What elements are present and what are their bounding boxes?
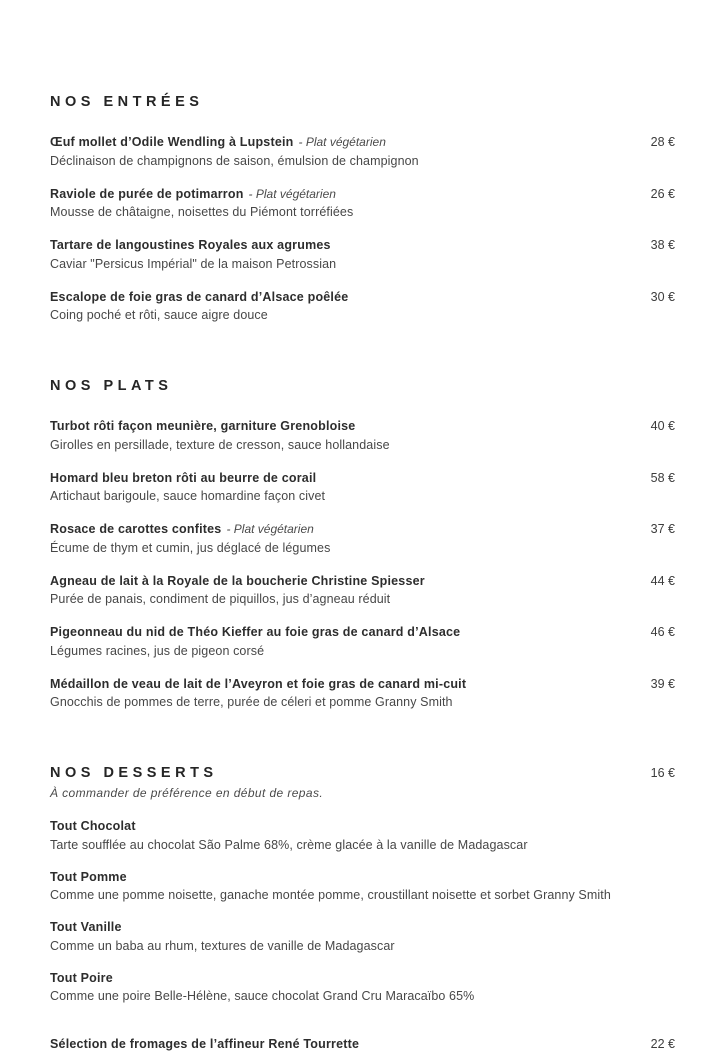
menu-item	[50, 623, 675, 658]
item-name: Tout Pomme	[50, 869, 127, 884]
item-price: 58 €	[650, 470, 675, 485]
item-description: Caviar "Persicus Impérial" de la maison Petrossian	[50, 256, 337, 271]
item-title-line	[50, 969, 113, 987]
item-name: Sélection de fromages de l’affineur René Tourrette	[50, 1037, 360, 1051]
item-title-line	[50, 469, 316, 487]
item-top	[50, 868, 675, 886]
item-description: Coing poché et rôti, sauce aigre douce	[50, 308, 268, 322]
item-description: Comme une pomme noisette, ganache montée pomme, croustillant noisette et sorbet Granny Smith	[50, 888, 611, 902]
section-heading-row	[50, 94, 675, 110]
item-tag: - Plat végétarien	[298, 135, 386, 149]
item-title-line	[50, 623, 460, 641]
item-top	[50, 969, 675, 987]
item-top	[50, 623, 675, 641]
item-top	[50, 817, 675, 835]
item-top	[50, 469, 675, 487]
item-price: 28 €	[650, 135, 675, 149]
item-name: Tout Chocolat	[50, 819, 136, 833]
menu-item	[50, 288, 675, 323]
item-name: Rosace de carottes confites	[50, 522, 222, 536]
menu-item	[50, 572, 675, 607]
item-top	[50, 288, 675, 306]
item-top	[50, 236, 675, 254]
menu-item	[50, 675, 675, 710]
section-price: 16 €	[650, 766, 675, 780]
section-heading: NOS PLATS	[50, 378, 173, 394]
item-description: Comme un baba au rhum, textures de vanille de Madagascar	[50, 938, 395, 953]
section-items	[50, 133, 675, 322]
item-price: 44 €	[650, 573, 675, 588]
item-description: Purée de panais, condiment de piquillos, jus d’agneau réduit	[50, 592, 391, 606]
item-price: 22 €	[650, 1037, 675, 1051]
item-price: 30 €	[650, 289, 675, 304]
item-tag: - Plat végétarien	[226, 522, 314, 536]
menu-item	[50, 520, 675, 555]
item-price: 39 €	[650, 676, 675, 691]
section-note: À commander de préférence en début de repas.	[50, 786, 324, 800]
item-name: Tout Vanille	[50, 920, 122, 934]
item-title-line	[50, 868, 127, 886]
menu-item	[50, 236, 675, 271]
item-title-line	[50, 417, 355, 435]
section-plats	[50, 378, 675, 709]
item-price: 46 €	[650, 625, 675, 639]
item-title-line	[50, 520, 314, 538]
section-heading: NOS DESSERTS	[50, 765, 218, 781]
item-name: Tout Poire	[50, 970, 113, 985]
item-top	[50, 520, 675, 538]
section-items	[50, 417, 675, 709]
menu-item	[50, 469, 675, 504]
item-description: Gnocchis de pommes de terre, purée de céleri et pomme Granny Smith	[50, 695, 453, 709]
item-description: Artichaut barigoule, sauce homardine façon civet	[50, 489, 326, 503]
item-title-line	[50, 236, 331, 254]
item-name: Pigeonneau du nid de Théo Kieffer au foie gras de canard d’Alsace	[50, 625, 461, 639]
item-description: Mousse de châtaigne, noisettes du Piémont torréfiées	[50, 205, 354, 219]
item-title-line	[50, 185, 336, 203]
section-items	[50, 817, 675, 1003]
menu-item	[50, 918, 675, 953]
menu-item	[50, 868, 675, 903]
item-description: Légumes racines, jus de pigeon corsé	[50, 643, 265, 658]
section-heading-row	[50, 765, 675, 781]
item-title-line	[50, 817, 136, 835]
item-top	[50, 572, 675, 590]
item-top	[50, 133, 675, 151]
item-title-line	[50, 572, 425, 590]
section-heading: NOS ENTRÉES	[50, 94, 204, 110]
item-title-line	[50, 288, 348, 306]
item-price: 40 €	[650, 419, 675, 433]
item-description: Déclinaison de champignons de saison, émulsion de champignon	[50, 153, 419, 168]
menu-item	[50, 185, 675, 220]
item-top	[50, 675, 675, 693]
item-name: Œuf mollet d’Odile Wendling à Lupstein	[50, 135, 294, 149]
item-name: Médaillon de veau de lait de l’Aveyron et foie gras de canard mi-cuit	[50, 676, 467, 691]
item-name: Tartare de langoustines Royales aux agrumes	[50, 238, 331, 252]
item-description: Comme une poire Belle-Hélène, sauce chocolat Grand Cru Maracaïbo 65%	[50, 989, 475, 1003]
menu-item	[50, 817, 675, 852]
item-top	[50, 417, 675, 435]
item-title-line	[50, 675, 466, 693]
item-name: Homard bleu breton rôti au beurre de corail	[50, 470, 317, 485]
item-price: 38 €	[650, 238, 675, 252]
section-entrees	[50, 94, 675, 322]
menu-item	[50, 417, 675, 452]
item-price: 37 €	[650, 522, 675, 536]
item-name: Escalope de foie gras de canard d’Alsace poêlée	[50, 289, 349, 304]
item-description: Écume de thym et cumin, jus déglacé de légumes	[50, 540, 331, 555]
section-desserts	[50, 765, 675, 1051]
menu-item	[50, 133, 675, 168]
item-name: Turbot rôti façon meunière, garniture Grenobloise	[50, 419, 356, 433]
item-description: Tarte soufflée au chocolat São Palme 68%, crème glacée à la vanille de Madagascar	[50, 837, 528, 852]
item-price: 26 €	[650, 186, 675, 201]
item-title-line	[50, 918, 122, 936]
item-name: Raviole de purée de potimarron	[50, 186, 244, 201]
item-tag: - Plat végétarien	[248, 186, 336, 201]
menu-item	[50, 969, 675, 1004]
item-top	[50, 918, 675, 936]
item-name: Agneau de lait à la Royale de la boucherie Christine Spiesser	[50, 573, 425, 588]
cheese-item	[50, 1037, 675, 1051]
item-description: Girolles en persillade, texture de cresson, sauce hollandaise	[50, 437, 390, 452]
section-heading-row	[50, 378, 675, 394]
item-title-line	[50, 133, 386, 151]
item-top	[50, 185, 675, 203]
